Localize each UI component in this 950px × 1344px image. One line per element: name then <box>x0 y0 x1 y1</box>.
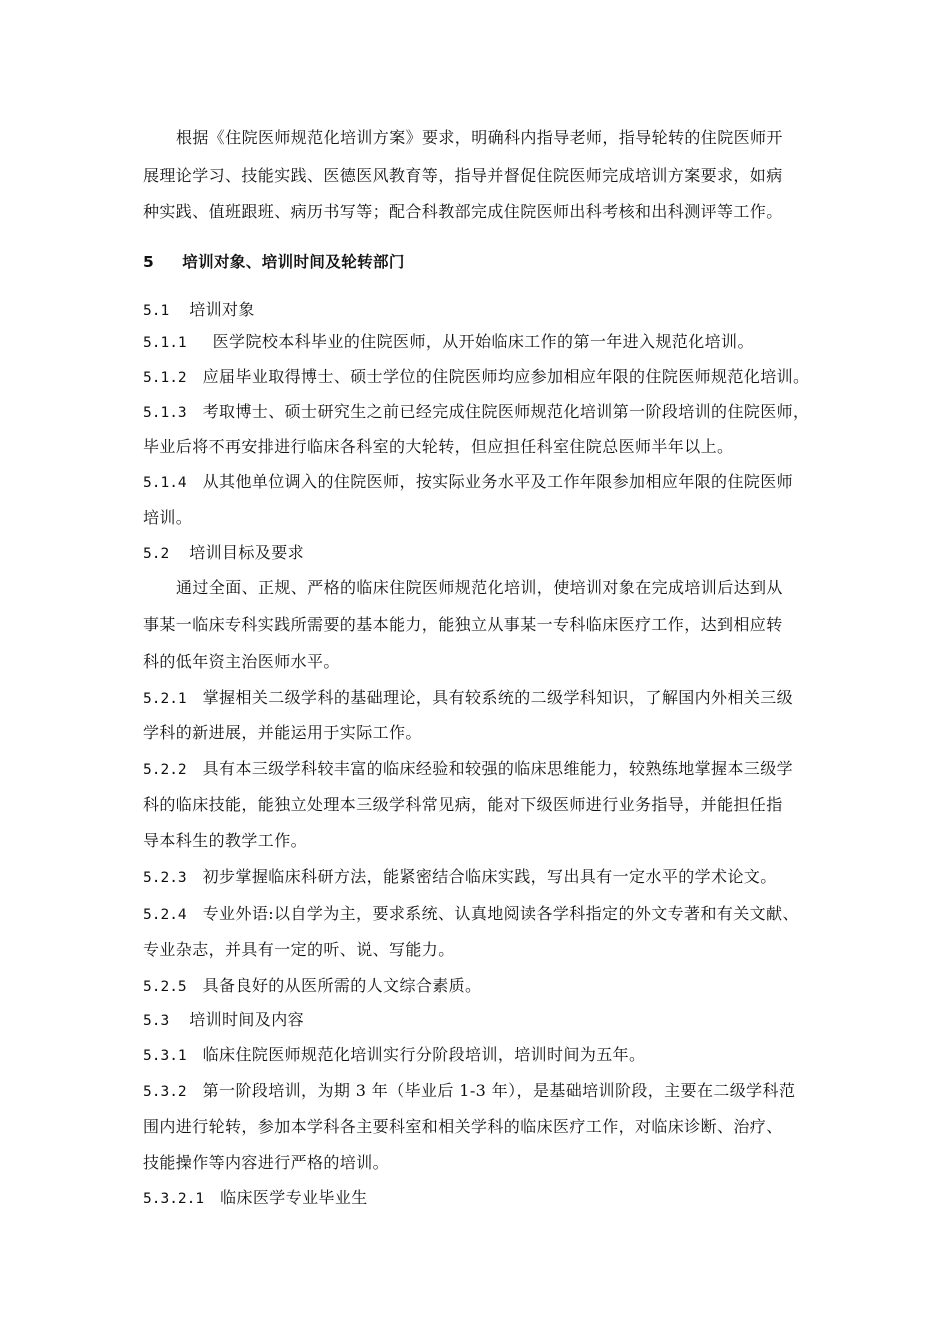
clause-text: 第一阶段培训，为期 3 年（毕业后 1-3 年），是基础培训阶段，主要在二级学科范 <box>202 1081 796 1100</box>
section-title: 培训对象 <box>189 300 255 319</box>
paragraph-line: 根据《住院医师规范化培训方案》要求，明确科内指导老师，指导轮转的住院医师开 <box>176 128 783 147</box>
section-title: 培训目标及要求 <box>189 543 305 562</box>
paragraph-line: 种实践、值班跟班、病历书写等；配合科教部完成住院医师出科考核和出科测评等工作。 <box>143 202 783 221</box>
paragraph-line: 展理论学习、技能实践、医德医风教育等，指导并督促住院医师完成培训方案要求，如病 <box>143 166 783 185</box>
clause-text: 初步掌握临床科研方法，能紧密结合临床实践，写出具有一定水平的学术论文。 <box>202 867 777 886</box>
section-heading-5 <box>143 252 823 272</box>
clause-number: 5.1.3 <box>143 405 187 421</box>
section-title: 培训时间及内容 <box>189 1010 305 1029</box>
clause-number: 5.2.3 <box>143 870 187 886</box>
clause-5-2-4 <box>143 904 823 925</box>
clause-number: 5.2.4 <box>143 907 187 923</box>
clause-number: 5.1.4 <box>143 475 187 491</box>
clause-number: 5.3.2 <box>143 1084 187 1100</box>
paragraph-line: 通过全面、正规、严格的临床住院医师规范化培训，使培训对象在完成培训后达到从 <box>176 578 783 597</box>
clause-5-1-4 <box>143 472 823 493</box>
clause-number: 5.1.2 <box>143 370 187 386</box>
clause-5-1-1 <box>143 332 823 353</box>
clause-5-3-2-1 <box>143 1188 823 1209</box>
clause-5-1-3 <box>143 402 823 423</box>
paragraph-line: 事某一临床专科实践所需要的基本能力，能独立从事某一专科临床医疗工作，达到相应转 <box>143 615 783 634</box>
section-number: 5.2 <box>143 546 170 562</box>
clause-5-2-1 <box>143 688 823 709</box>
clause-text: 从其他单位调入的住院医师，按实际业务水平及工作年限参加相应年限的住院医师 <box>202 472 794 491</box>
paragraph-line: 技能操作等内容进行严格的培训。 <box>143 1153 390 1172</box>
clause-text: 医学院校本科毕业的住院医师，从开始临床工作的第一年进入规范化培训。 <box>212 332 754 351</box>
paragraph-line: 科的临床技能，能独立处理本三级学科常见病，能对下级医师进行业务指导，并能担任指 <box>143 795 783 814</box>
clause-text: 考取博士、硕士研究生之前已经完成住院医师规范化培训第一阶段培训的住院医师， <box>202 402 810 421</box>
section-heading-5-1 <box>143 300 823 321</box>
section-number: 5 <box>143 253 155 271</box>
clause-text: 具有本三级学科较丰富的临床经验和较强的临床思维能力，较熟练地掌握本三级学 <box>202 759 794 778</box>
paragraph-line: 专业杂志，并具有一定的听、说、写能力。 <box>143 940 455 959</box>
paragraph-line: 围内进行轮转，参加本学科各主要科室和相关学科的临床医疗工作，对临床诊断、治疗、 <box>143 1117 783 1136</box>
clause-5-3-1 <box>143 1045 823 1066</box>
paragraph-line: 科的低年资主治医师水平。 <box>143 652 340 671</box>
clause-text: 临床住院医师规范化培训实行分阶段培训，培训时间为五年。 <box>202 1045 646 1064</box>
section-title: 培训对象、培训时间及轮转部门 <box>182 253 405 271</box>
section-heading-5-3 <box>143 1010 823 1031</box>
paragraph-line: 毕业后将不再安排进行临床各科室的大轮转，但应担任科室住院总医师半年以上。 <box>143 437 734 456</box>
clause-number: 5.2.1 <box>143 691 187 707</box>
clause-number: 5.2.2 <box>143 762 187 778</box>
section-heading-5-2 <box>143 543 823 564</box>
paragraph-line: 导本科生的教学工作。 <box>143 831 308 850</box>
section-number: 5.3 <box>143 1013 170 1029</box>
section-number: 5.1 <box>143 303 170 319</box>
clause-5-3-2 <box>143 1081 823 1102</box>
clause-number: 5.3.2.1 <box>143 1191 205 1207</box>
clause-text: 掌握相关二级学科的基础理论，具有较系统的二级学科知识，了解国内外相关三级 <box>202 688 794 707</box>
clause-5-1-2 <box>143 367 823 388</box>
clause-text: 应届毕业取得博士、硕士学位的住院医师均应参加相应年限的住院医师规范化培训。 <box>202 367 810 386</box>
clause-number: 5.1.1 <box>143 335 187 351</box>
clause-number: 5.2.5 <box>143 979 187 995</box>
clause-number: 5.3.1 <box>143 1048 187 1064</box>
paragraph-line: 培训。 <box>143 508 193 527</box>
clause-text: 临床医学专业毕业生 <box>220 1188 368 1207</box>
clause-5-2-5 <box>143 976 823 997</box>
clause-5-2-2 <box>143 759 823 780</box>
clause-5-2-3 <box>143 867 823 888</box>
clause-text: 专业外语:以自学为主，要求系统、认真地阅读各学科指定的外文专著和有关文献、 <box>202 904 799 923</box>
clause-text: 具备良好的从医所需的人文综合素质。 <box>202 976 482 995</box>
paragraph-line: 学科的新进展，并能运用于实际工作。 <box>143 723 422 742</box>
